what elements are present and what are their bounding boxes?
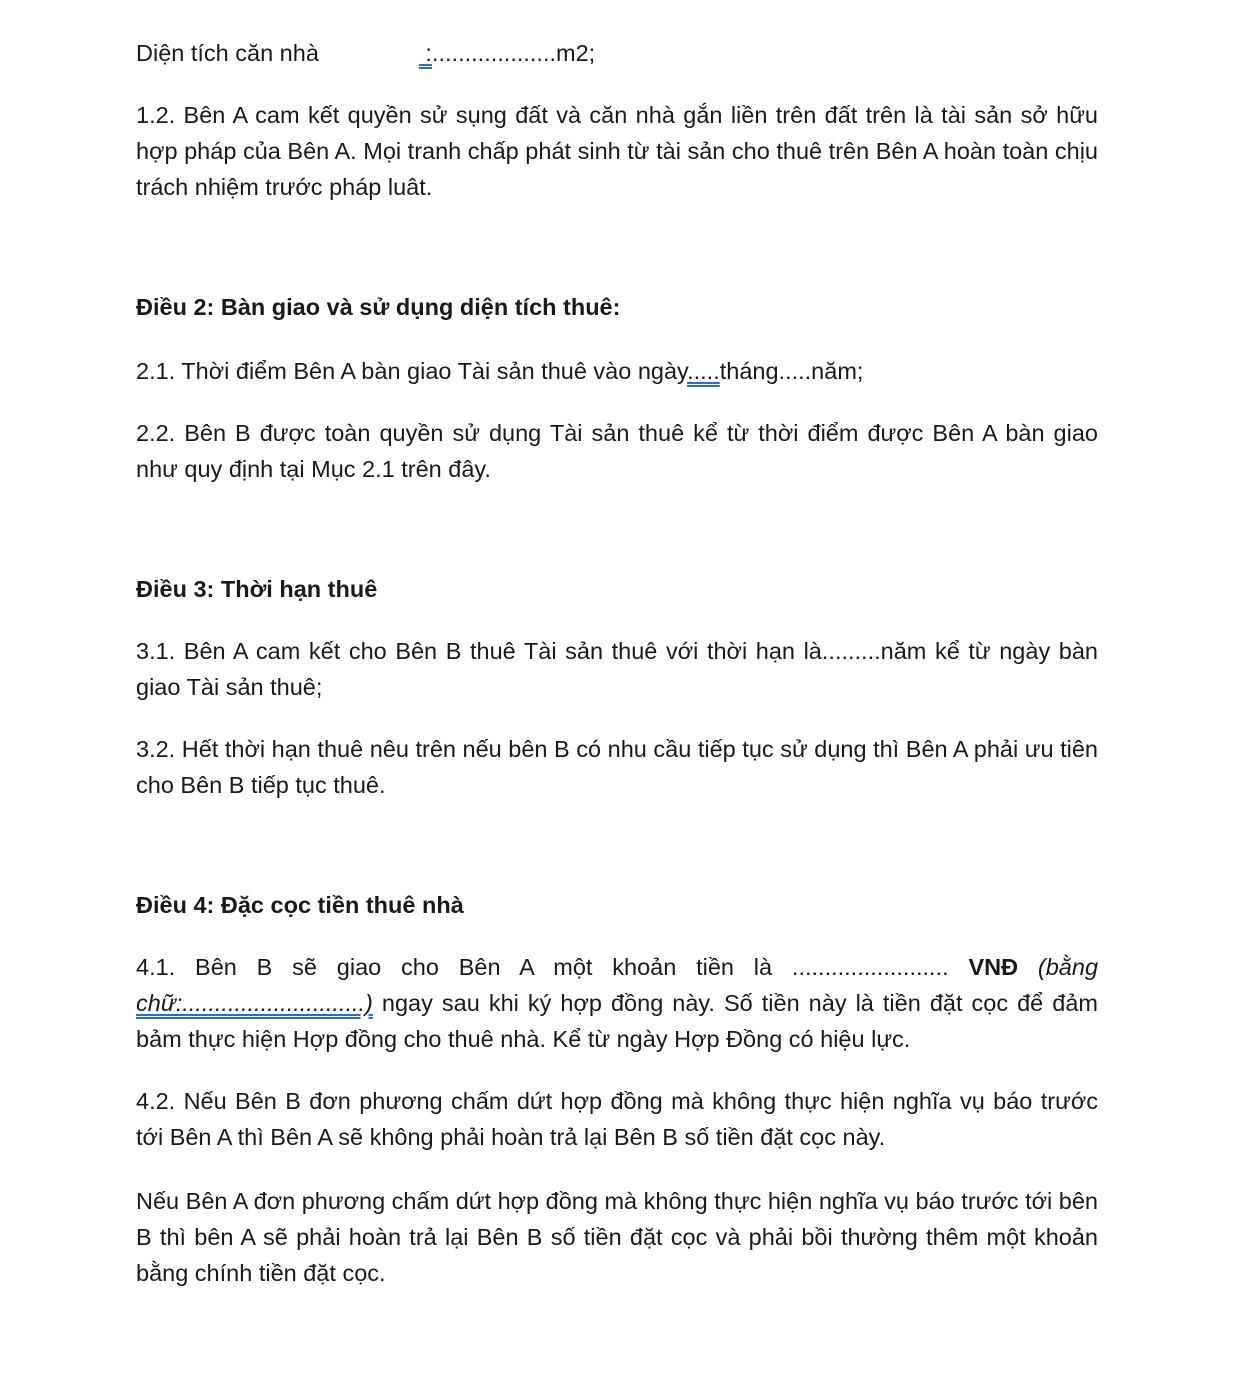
article-4-heading: Điều 4: Đặc cọc tiền thuê nhà (136, 892, 464, 918)
article-2-heading: Điều 2: Bàn giao và sử dụng diện tích thuê: (136, 294, 621, 320)
article-3-heading: Điều 3: Thời hạn thuê (136, 576, 378, 602)
clause-2-1-rest: tháng.....năm; (719, 358, 864, 384)
clause-4-3: Nếu Bên A đơn phương chấm dứt hợp đồng mà không thực hiện nghĩa vụ báo trước tới bên B thì bên A sẽ phải hoàn trả lại Bên B số tiền đặt cọc và phải bồi thường thêm một khoản bằng chính tiền đặt cọc. (136, 1188, 1098, 1286)
currency-label: VNĐ (968, 954, 1019, 980)
clause-4-1-rest: ngay sau khi ký hợp đồng này. Số tiền này là tiền đặt cọc để đảm bảm thực hiện Hợp đồng cho thuê nhà. Kể từ ngày Hợp Đồng có hiệu lực. (136, 990, 1098, 1052)
clause-2-2: 2.2. Bên B được toàn quyền sử dụng Tài sản thuê kể từ thời điểm được Bên A bàn giao như quy định tại Mục 2.1 trên đây. (136, 420, 1098, 482)
clause-1-2: 1.2. Bên A cam kết quyền sử sụng đất và căn nhà gắn liền trên đất trên là tài sản sở hữu hợp pháp của Bên A. Mọi tranh chấp phát sinh từ tài sản cho thuê trên Bên A hoàn toàn chịu trách nhiệm trước pháp luât. (136, 102, 1098, 200)
spelling-mark-amount-words: chữ:............................) (136, 990, 373, 1016)
clause-2-1-text: 2.1. Thời điểm Bên A bàn giao Tài sản thuê vào ngày (136, 358, 688, 384)
clause-3-1: 3.1. Bên A cam kết cho Bên B thuê Tài sản thuê với thời hạn là.........năm kể từ ngày bàn giao Tài sản thuê; (136, 638, 1098, 700)
area-line (136, 35, 1098, 71)
amount-in-words-open: (bằng (1037, 954, 1099, 980)
clause-4-2: 4.2. Nếu Bên B đơn phương chấm dứt hợp đồng mà không thực hiện nghĩa vụ báo trước tới Bên A thì Bên A sẽ không phải hoàn trả lại Bên B số tiền đặt cọc này. (136, 1088, 1098, 1150)
area-unit: m2; (556, 40, 596, 66)
area-dots: ................... (431, 40, 557, 66)
clause-4-1-text: 4.1. Bên B sẽ giao cho Bên A một khoản tiền là ........................ (136, 954, 949, 980)
spelling-mark-colon: : (418, 40, 432, 66)
clause-2-1 (136, 353, 1098, 389)
clause-4-1 (136, 949, 1098, 1057)
spelling-mark-day: ..... (687, 358, 720, 384)
area-label: Diện tích căn nhà (136, 40, 319, 66)
clause-3-2: 3.2. Hết thời hạn thuê nêu trên nếu bên B có nhu cầu tiếp tục sử dụng thì Bên A phải ưu tiên cho Bên B tiếp tục thuê. (136, 736, 1098, 798)
